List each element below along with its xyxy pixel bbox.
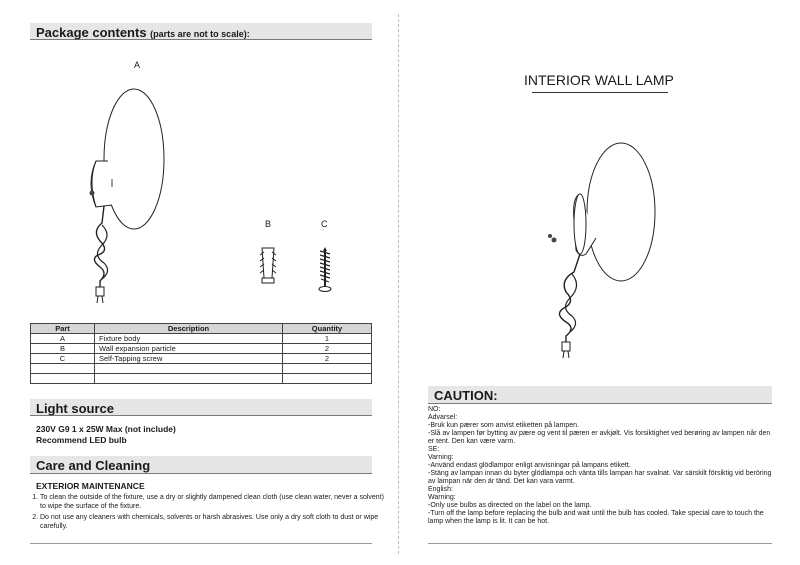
caution-line-warning: Warning: (428, 494, 456, 501)
caution-line-no-1: -Bruk kun pærer som anvist etiketten på lampen. (428, 422, 579, 429)
part-c-label: C (321, 219, 328, 229)
caution-title: CAUTION: (434, 388, 498, 403)
caution-line-se-1: -Använd endast glödlampor enligt anvisningar på lampans etikett. (428, 462, 631, 469)
quantity-cell: 1 (283, 334, 372, 344)
parts-table (30, 323, 372, 384)
quantity-cell (283, 374, 372, 384)
table-row (31, 364, 372, 374)
quantity-cell: 2 (283, 344, 372, 354)
part-cell: C (31, 354, 95, 364)
caution-text (428, 406, 778, 526)
caution-line-no-2: -Slå av lampen før bytting av pære og vent til pæren er avkjølt. Vis forsiktighet ved berøring av lampen når den er tent. Den kan være varm. (428, 430, 771, 445)
package-contents-header (30, 23, 372, 40)
caution-line-en-1: -Only use bulbs as directed on the label on the lamp. (428, 502, 592, 509)
part-b-label: B (265, 219, 272, 229)
care-cleaning-header (30, 456, 372, 474)
parts-table-header (31, 324, 372, 334)
description-cell: Wall expansion particle (95, 344, 283, 354)
package-contents-title: Package contents (parts are not to scale): (36, 25, 250, 40)
care-cleaning-title: Care and Cleaning (36, 458, 151, 473)
caution-line-varning: Varning: (428, 454, 454, 461)
table-row (31, 354, 372, 364)
table-row (31, 344, 372, 354)
package-contents-subtitle: (parts are not to scale): (150, 29, 250, 39)
quantity-cell: 2 (283, 354, 372, 364)
screw-illustration (315, 246, 335, 294)
right-bottom-rule (428, 543, 772, 544)
left-bottom-rule (30, 543, 372, 544)
caution-line-no: NO: (428, 406, 441, 413)
column-header-description: Description (95, 324, 283, 334)
light-source-spec: 230V G9 1 x 25W Max (not include) (36, 424, 176, 434)
light-source-header (30, 399, 372, 416)
table-row (31, 334, 372, 344)
part-a-label: A (134, 60, 141, 70)
page-divider (398, 14, 399, 554)
part-cell: B (31, 344, 95, 354)
caution-line-se-2: -Stäng av lampan innan du byter glödlampa och vänta tills lampan har svalnat. Var särskilt försiktig vid beröring av lampan när den är tänd. Det kan vara varmt. (428, 470, 772, 485)
caution-line-advarsel: Advarsel: (428, 414, 458, 421)
description-cell: Self-Tapping screw (95, 354, 283, 364)
title-underline (532, 92, 668, 93)
description-cell (95, 374, 283, 384)
wall-lamp-product-image (536, 142, 666, 377)
light-source-title: Light source (36, 401, 115, 416)
part-cell (31, 364, 95, 374)
care-instructions-list (28, 494, 385, 534)
quantity-cell (283, 364, 372, 374)
light-source-recommendation: Recommend LED bulb (36, 435, 127, 445)
product-title: INTERIOR WALL LAMP (524, 72, 674, 88)
exterior-maintenance-subtitle: EXTERIOR MAINTENANCE (36, 481, 145, 491)
wall-plug-illustration (257, 246, 279, 286)
column-header-quantity: Quantity (283, 324, 372, 334)
description-cell: Fixture body (95, 334, 283, 344)
caution-line-se: SE: (428, 446, 440, 453)
part-cell: A (31, 334, 95, 344)
caution-line-en-2: -Turn off the lamp before replacing the bulb and wait until the bulb has cooled. Take special care to touch the lamp when the lamp is lit. It can be hot. (428, 510, 764, 525)
wall-lamp-illustration (78, 75, 178, 305)
caution-line-english: English: (428, 486, 453, 493)
list-item: 1. To clean the outside of the fixture, use a dry or slightly dampened clean cloth (use clean water, never a solvent) to wipe the surface of the fixture. (40, 494, 385, 511)
list-item: 2. Do not use any cleaners with chemicals, solvents or harsh abrasives. Use only a dry soft cloth to dust or wipe carefully. (40, 514, 385, 531)
table-row (31, 374, 372, 384)
column-header-part: Part (31, 324, 95, 334)
caution-header (428, 386, 772, 404)
description-cell (95, 364, 283, 374)
part-cell (31, 374, 95, 384)
